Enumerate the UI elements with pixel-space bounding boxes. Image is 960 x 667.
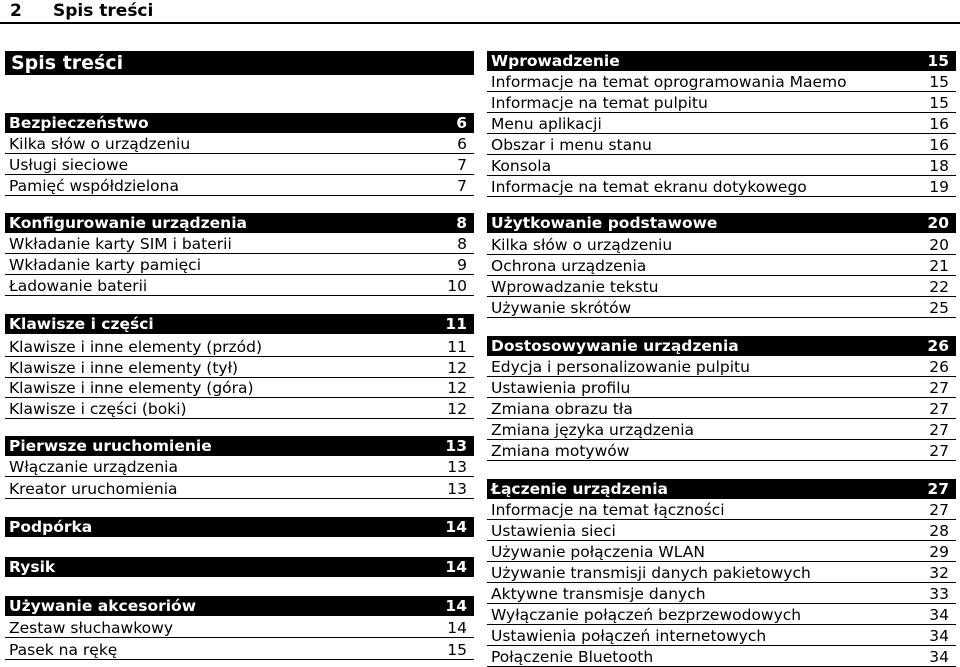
toc-entry — [5, 399, 474, 419]
toc-entry-page: 27 — [929, 442, 949, 460]
toc-entry-page: 34 — [929, 606, 949, 624]
toc-section-heading — [5, 113, 474, 133]
toc-section-heading — [5, 557, 474, 577]
toc-entry-page: 13 — [445, 437, 467, 455]
toc-entry-label: Pierwsze uruchomienie — [9, 437, 212, 455]
toc-entry-page: 26 — [929, 358, 949, 376]
toc-entry-label: Klawisze i inne elementy (tył) — [9, 359, 239, 377]
toc-entry-page: 6 — [456, 114, 467, 132]
toc-entry-label: Podpórka — [9, 518, 93, 536]
toc-entry-label: Klawisze i inne elementy (góra) — [9, 379, 254, 397]
toc-entry-label: Ustawienia połączeń internetowych — [491, 627, 767, 645]
toc-entry-page: 26 — [927, 337, 949, 355]
toc-entry-label: Bezpieczeństwo — [9, 114, 149, 132]
toc-entry-label: Włączanie urządzenia — [9, 458, 178, 476]
toc-entry — [487, 235, 956, 255]
toc-entry-page: 33 — [929, 585, 949, 603]
toc-entry-page: 20 — [929, 236, 949, 254]
toc-section-heading — [487, 51, 956, 71]
toc-entry-label: Klawisze i części — [9, 315, 154, 333]
toc-entry-label: Klawisze i inne elementy (przód) — [9, 338, 263, 356]
toc-entry-label: Ładowanie baterii — [9, 277, 148, 295]
toc-entry-label: Ochrona urządzenia — [491, 257, 647, 275]
toc-title: Spis treści — [5, 51, 474, 75]
toc-entry-label: Kilka słów o urządzeniu — [491, 236, 673, 254]
toc-entry-page: 14 — [445, 558, 467, 576]
toc-entry-label: Konsola — [491, 157, 552, 175]
toc-entry-page: 13 — [447, 458, 467, 476]
toc-entry — [487, 521, 956, 541]
toc-entry-label: Używanie skrótów — [491, 299, 632, 317]
toc-entry-page: 7 — [457, 156, 467, 174]
toc-entry — [5, 337, 474, 357]
toc-entry-label: Informacje na temat oprogramowania Maemo — [491, 73, 847, 91]
toc-entry-label: Pamięć współdzielona — [9, 177, 179, 195]
toc-entry-page: 25 — [929, 299, 949, 317]
toc-entry-page: 15 — [927, 52, 949, 70]
page-number: 2 — [10, 1, 22, 21]
toc-section-heading — [5, 596, 474, 616]
toc-entry-page: 27 — [927, 480, 949, 498]
toc-entry-page: 11 — [447, 338, 467, 356]
toc-entry-label: Wprowadzenie — [491, 52, 620, 70]
toc-entry — [487, 156, 956, 176]
toc-entry-page: 14 — [447, 619, 467, 637]
toc-entry-page: 29 — [929, 543, 949, 561]
toc-entry — [487, 357, 956, 377]
toc-entry-page: 15 — [447, 641, 467, 659]
toc-entry — [487, 135, 956, 155]
toc-entry — [5, 378, 474, 398]
toc-entry — [5, 155, 474, 175]
toc-entry-label: Kreator uruchomienia — [9, 480, 178, 498]
toc-entry-label: Używanie transmisji danych pakietowych — [491, 564, 811, 582]
toc-entry — [5, 276, 474, 296]
toc-entry-page: 9 — [457, 256, 467, 274]
toc-entry-page: 15 — [929, 73, 949, 91]
toc-entry-page: 13 — [447, 480, 467, 498]
page-heading: Spis treści — [53, 1, 154, 21]
toc-entry-label: Rysik — [9, 558, 56, 576]
toc-entry — [487, 605, 956, 625]
toc-entry-label: Zmiana obrazu tła — [491, 400, 633, 418]
toc-entry-page: 14 — [445, 518, 467, 536]
toc-entry — [487, 114, 956, 134]
toc-entry-page: 34 — [929, 648, 949, 666]
toc-entry-page: 22 — [929, 278, 949, 296]
toc-entry — [487, 298, 956, 318]
toc-entry-label: Użytkowanie podstawowe — [491, 214, 718, 232]
toc-entry-label: Informacje na temat łączności — [491, 501, 725, 519]
toc-entry-label: Zmiana motywów — [491, 442, 630, 460]
toc-entry-page: 8 — [456, 214, 467, 232]
toc-entry-page: 12 — [447, 379, 467, 397]
toc-entry-page: 27 — [929, 421, 949, 439]
toc-entry-page: 18 — [929, 157, 949, 175]
toc-entry — [5, 640, 474, 660]
toc-entry-page: 21 — [929, 257, 949, 275]
toc-entry — [487, 584, 956, 604]
toc-entry-page: 12 — [447, 359, 467, 377]
toc-entry-label: Ustawienia profilu — [491, 379, 631, 397]
toc-entry-page: 27 — [929, 501, 949, 519]
toc-entry — [487, 647, 956, 667]
toc-entry-page: 11 — [445, 315, 467, 333]
toc-entry-label: Usługi sieciowe — [9, 156, 129, 174]
toc-section-heading — [5, 213, 474, 233]
toc-entry-page: 16 — [929, 136, 949, 154]
toc-entry-page: 28 — [929, 522, 949, 540]
toc-section-heading — [5, 436, 474, 456]
toc-entry-label: Pasek na rękę — [9, 641, 118, 659]
toc-section-heading — [487, 213, 956, 233]
toc-entry-page: 27 — [929, 400, 949, 418]
toc-entry-label: Wprowadzanie tekstu — [491, 278, 659, 296]
toc-entry-page: 7 — [457, 177, 467, 195]
toc-entry — [5, 255, 474, 275]
toc-section-heading — [5, 517, 474, 537]
toc-entry — [5, 134, 474, 154]
toc-entry-page: 6 — [457, 135, 467, 153]
toc-section-heading — [487, 336, 956, 356]
toc-entry-label: Ustawienia sieci — [491, 522, 616, 540]
toc-entry-page: 27 — [929, 379, 949, 397]
toc-entry-page: 32 — [929, 564, 949, 582]
page-header — [0, 0, 960, 24]
toc-entry-label: Konfigurowanie urządzenia — [9, 214, 247, 232]
toc-entry — [487, 378, 956, 398]
toc-entry-label: Używanie połączenia WLAN — [491, 543, 705, 561]
toc-entry — [5, 457, 474, 477]
toc-entry-label: Klawisze i części (boki) — [9, 400, 187, 418]
toc-entry-page: 8 — [457, 235, 467, 253]
toc-entry-label: Wkładanie karty pamięci — [9, 256, 201, 274]
toc-entry-label: Informacje na temat pulpitu — [491, 94, 708, 112]
toc-entry-label: Wkładanie karty SIM i baterii — [9, 235, 232, 253]
toc-entry-label: Łączenie urządzenia — [491, 480, 668, 498]
toc-entry — [487, 399, 956, 419]
toc-entry-page: 20 — [927, 214, 949, 232]
toc-entry-page: 10 — [447, 277, 467, 295]
toc-entry-label: Wyłączanie połączeń bezprzewodowych — [491, 606, 802, 624]
toc-entry — [5, 618, 474, 638]
toc-entry-label: Dostosowywanie urządzenia — [491, 337, 739, 355]
toc-entry-label: Aktywne transmisje danych — [491, 585, 706, 603]
toc-entry-label: Zmiana języka urządzenia — [491, 421, 695, 439]
toc-section-heading — [487, 479, 956, 499]
toc-entry — [487, 177, 956, 197]
toc-entry-label: Połączenie Bluetooth — [491, 648, 654, 666]
toc-entry — [487, 277, 956, 297]
toc-entry — [487, 441, 956, 461]
toc-entry-page: 15 — [929, 94, 949, 112]
toc-entry-label: Zestaw słuchawkowy — [9, 619, 173, 637]
toc-entry — [487, 420, 956, 440]
toc-entry — [487, 563, 956, 583]
toc-entry — [5, 176, 474, 196]
toc-entry — [487, 542, 956, 562]
toc-entry — [5, 479, 474, 499]
toc-entry-page: 12 — [447, 400, 467, 418]
toc-entry — [487, 256, 956, 276]
toc-entry-label: Kilka słów o urządzeniu — [9, 135, 191, 153]
toc-entry-label: Obszar i menu stanu — [491, 136, 652, 154]
toc-entry-label: Edycja i personalizowanie pulpitu — [491, 358, 750, 376]
toc-entry — [5, 234, 474, 254]
toc-entry — [5, 358, 474, 378]
toc-entry — [487, 500, 956, 520]
toc-entry-page: 16 — [929, 115, 949, 133]
toc-entry-page: 14 — [445, 597, 467, 615]
toc-entry — [487, 93, 956, 113]
toc-entry-page: 34 — [929, 627, 949, 645]
toc-section-heading — [5, 314, 474, 334]
toc-entry-label: Używanie akcesoriów — [9, 597, 197, 615]
toc-entry-page: 19 — [929, 178, 949, 196]
toc-entry — [487, 72, 956, 92]
toc-entry-label: Menu aplikacji — [491, 115, 602, 133]
toc-entry-label: Informacje na temat ekranu dotykowego — [491, 178, 807, 196]
toc-entry — [487, 626, 956, 646]
